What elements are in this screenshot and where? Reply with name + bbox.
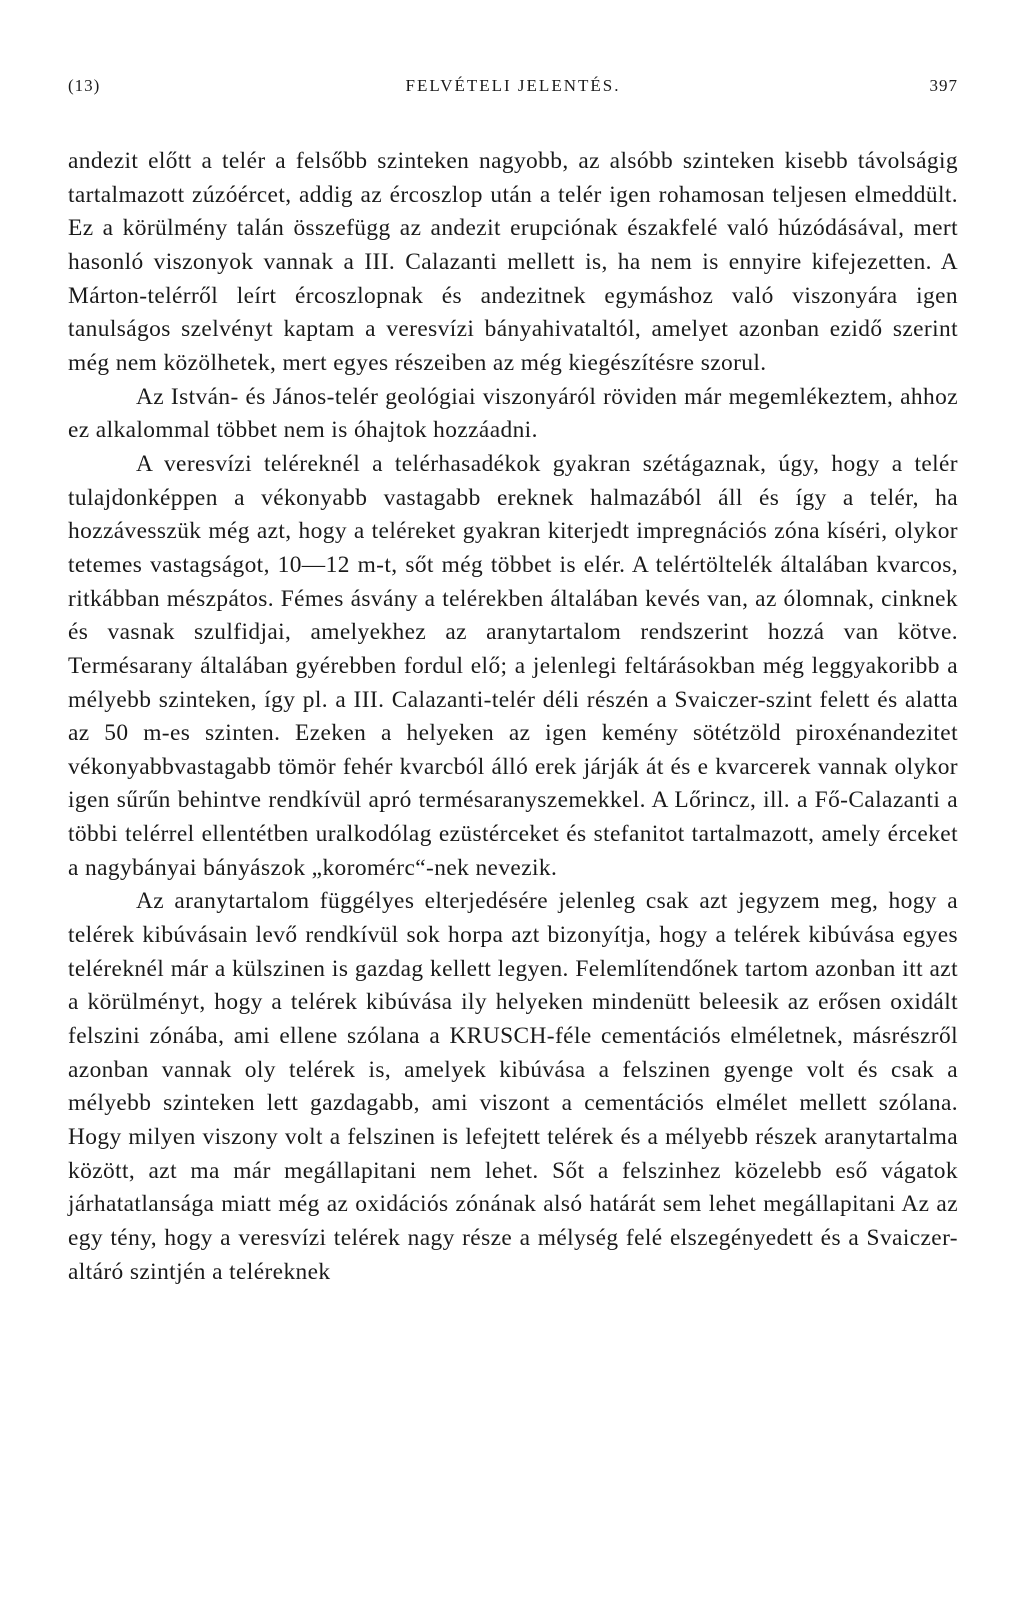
page-header [68,76,958,106]
paragraph: andezit előtt a telér a felsőbb szinteken nagyobb, az alsóbb szinteken kisebb távolságig tartalmazott zúzóércet, addig az ércoszlop után a telér igen rohamosan teljesen elmeddült. Ez a körülmény talán összefügg az andezit erupciónak északfelé való húzódásával, mert hasonló viszonyok vannak a III. Calazanti mellett is, ha nem is ennyire kifejezetten. A Márton-telérről leírt ércoszlopnak és andezitnek egymáshoz való viszonyára igen tanulságos szelvényt kaptam a veresvízi bányahivataltól, amelyet azonban ezidő szerint még nem közölhetek, mert egyes részeiben az még kiegészítésre szorul. [68,148,958,376]
paragraph: Az aranytartalom függélyes elterjedésére jelenleg csak azt jegyzem meg, hogy a telérek kibúvásain levő rendkívül sok horpa azt bizonyítja, hogy a telérek kibúvása egyes teléreknél már a külszinen is gazdag kellett legyen. Felemlítendőnek tartom azonban itt azt a körülményt, hogy a telérek kibúvása ily helyeken mindenütt beleesik az erősen oxidált felszini zónába, ami ellene szólana a KRUSCH-féle cementációs elméletnek, másrészről azonban vannak oly telérek is, amelyek kibúvása a felszinen gyenge volt és csak a mélyebb szinteken lett gazdagabb, ami viszont a cementációs elmélet mellett szólana. Hogy milyen viszony volt a felszinen is lefejtett telérek és a mélyebb részek aranytartalma között, azt ma már megállapitani nem lehet. Sőt a felszinhez közelebb eső vágatok járhatatlansága miatt még az oxidációs zónának alsó határát sem lehet megállapitani Az az egy tény, hogy a veresvízi telérek nagy része a mélység felé elszegényedett és a Svaiczer-altáró szintjén a teléreknek [68,888,958,1285]
paragraph: A veresvízi teléreknél a telérhasadékok gyakran szétágaznak, úgy, hogy a telér tulajdonképpen a vékonyabb vastagabb ereknek halmazából áll és így a telér, ha hozzávesszük még azt, hogy a teléreket gyakran kiterjedt impregnációs zóna kíséri, olykor tetemes vastagságot, 10—12 m-t, sőt még többet is elér. A telértöltelék általában kvarcos, ritkábban mészpátos. Fémes ásvány a telérekben általában kevés van, az ólomnak, cinknek és vasnak szulfidjai, amelyekhez az aranytartalom rendszerint hozzá van kötve. Termésarany általában gyérebben fordul elő; a jelenlegi feltárásokban még leggyakoribb a mélyebb szinteken, így pl. a III. Calazanti-telér déli részén a Svaiczer-szint felett és alatta az 50 m-es szinten. Ezeken a helyeken az igen kemény sötétzöld piroxénandezitet vékonyabbvastagabb tömör fehér kvarcból álló erek járják át és e kvarcerek vannak olykor igen sűrűn behintve rendkívül apró termésaranyszemekkel. A Lőrincz, ill. a Fő-Calazanti a többi telérrel ellentétben uralkodólag ezüstérceket és stefanitot tartalmazott, amely érceket a nagybányai bányászok „koromérc“-nek nevezik. [68,450,958,881]
running-title: FELVÉTELI JELENTÉS. [405,76,621,95]
right-page-number: 397 [929,76,958,95]
body-text [68,145,958,1289]
paragraph: Az István- és János-telér geológiai viszonyáról röviden már megemlékeztem, ahhoz ez alkalommal többet nem is óhajtok hozzáadni. [68,383,958,444]
left-page-number: (13) [68,76,101,95]
